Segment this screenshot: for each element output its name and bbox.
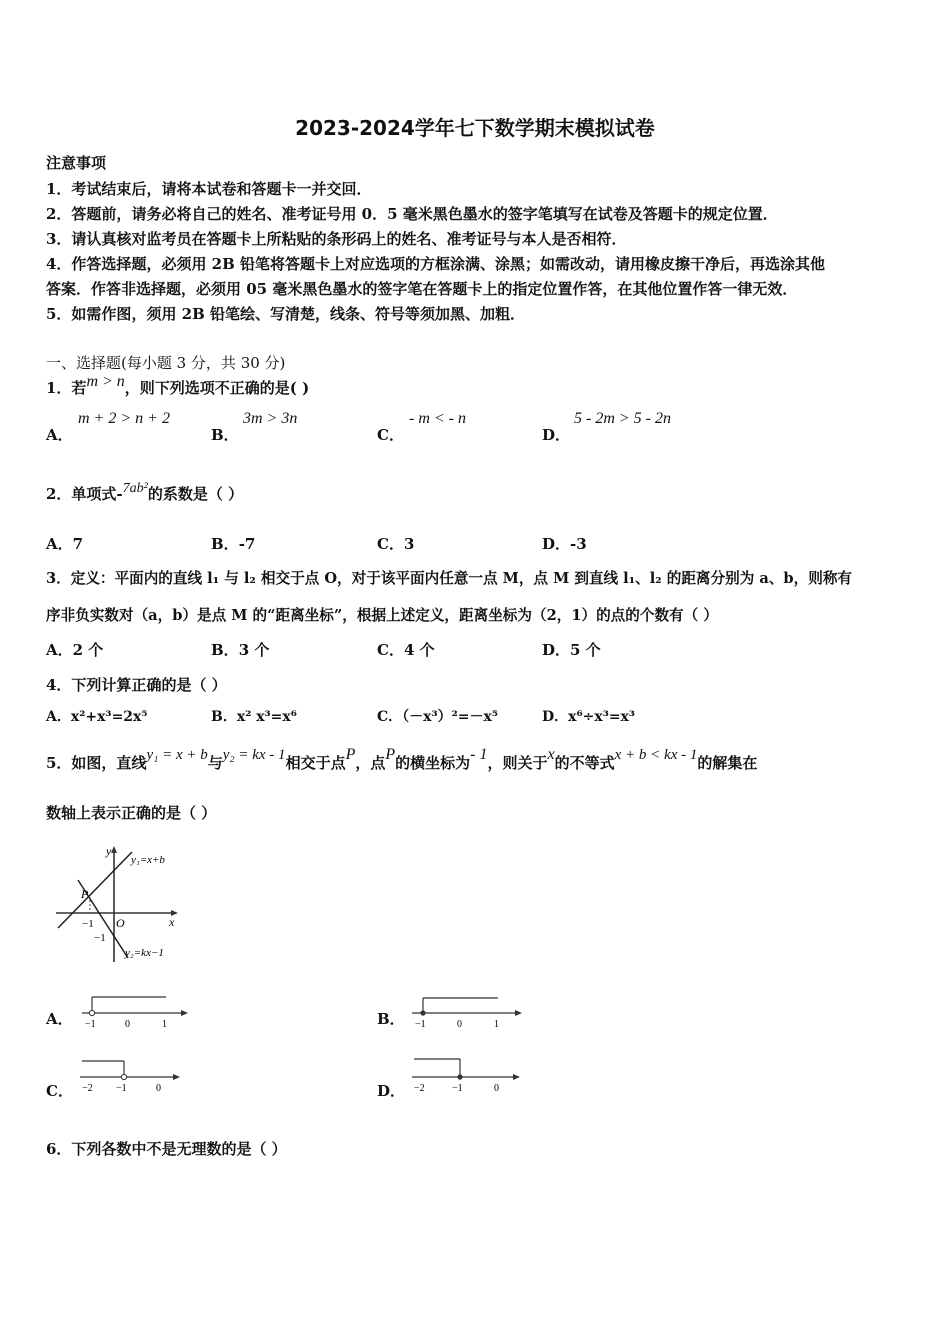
option-text: x²+x³=2x⁵: [70, 709, 148, 725]
number-line-arrow-icon: [513, 1074, 520, 1080]
q1-condition: m > n: [86, 373, 125, 390]
q1-option-c: [377, 424, 404, 445]
tick-label: −1: [415, 1019, 426, 1030]
option-text: 5 个: [570, 641, 601, 659]
option-text: 3: [403, 535, 415, 553]
q5-text: ，则关于: [487, 754, 548, 772]
option-text: 2 个: [72, 641, 104, 659]
q5-option-a-numberline: [80, 993, 190, 1031]
notice-item: 5．如需作图，须用 2B 铅笔绘、写清楚，线条、符号等须加黑、加粗．: [46, 305, 525, 323]
closed-point: [457, 1074, 462, 1079]
q5-text: 5．如图，直线: [46, 754, 147, 772]
option-text: （－x³）²=－x⁵: [402, 709, 498, 725]
q1-option-c-expr: - m < - n: [409, 410, 467, 427]
option-text: 7: [72, 535, 84, 553]
tick-label: 1: [162, 1019, 167, 1030]
q1-option-d-expr: 5 - 2m > 5 - 2n: [574, 410, 672, 427]
option-label: C．: [377, 709, 403, 725]
q5-option-a-label: A．: [46, 1010, 73, 1028]
option-text: x² x³=x⁶: [236, 709, 297, 725]
option-label: D．: [542, 426, 571, 444]
q5-option-b-numberline: [410, 993, 525, 1031]
q3-option-a: [46, 639, 103, 660]
question-1: [46, 373, 310, 398]
q3-line-1: 3．定义：平面内的直线 l₁ 与 l₂ 相交于点 O，对于该平面内任意一点 M，点 M 到直线 l₁、l₂ 的距离分别为 a、b，则称有: [46, 570, 853, 587]
q3-line-2: 序非负实数对（a，b）是点 M 的“距离坐标”，根据上述定义，距离坐标为（2，1）的点的个数有（ ）: [46, 607, 718, 624]
option-label: A．: [46, 426, 73, 444]
q4-option-d: [542, 706, 635, 726]
q2-stem-a: 2．单项式-: [46, 485, 123, 503]
option-label: C．: [377, 641, 404, 659]
notice-item: 答案．作答非选择题，必须用 05 毫米黑色墨水的签字笔在答题卡上的指定位置作答，在其他位置作答一律无效．: [46, 280, 798, 298]
q1-option-d: [542, 424, 570, 445]
neg1-x-label: −1: [82, 918, 94, 930]
number-line-arrow-icon: [181, 1010, 188, 1016]
notice-item: 4．作答选择题，必须用 2B 铅笔将答题卡上对应选项的方框涂满、涂黑；如需改动，请用橡皮擦干净后，再选涂其他: [46, 255, 826, 273]
y-axis-arrow-icon: [111, 846, 117, 853]
option-label: A．: [46, 641, 73, 659]
line-y2-label: y₂=kx−1: [125, 947, 164, 959]
option-label: A．: [46, 535, 73, 553]
notice-item: 1．考试结束后，请将本试卷和答题卡一并交回．: [46, 180, 372, 198]
option-label: B．: [211, 641, 239, 659]
q5-text: 的横坐标为: [395, 754, 471, 772]
q5-expr-p: P: [345, 746, 356, 763]
q5-expr-inequality: x + b < kx - 1: [614, 747, 698, 763]
q4-option-b: [211, 706, 297, 726]
option-text: -7: [238, 535, 256, 553]
q5-line-2: 数轴上表示正确的是（ ）: [46, 804, 217, 822]
q5-option-c-numberline: [78, 1055, 188, 1093]
open-point: [89, 1010, 94, 1015]
q3-option-d: [542, 639, 601, 660]
q5-expr-x: x: [547, 746, 555, 763]
option-text: 4 个: [403, 641, 435, 659]
q2-option-a: [46, 533, 83, 554]
tick-label: 0: [125, 1019, 130, 1030]
q1-stem-b: ，则下列选项不正确的是( ): [124, 379, 310, 397]
line-y1-label: y₁=x+b: [131, 854, 165, 866]
option-label: D．: [542, 709, 569, 725]
q5-text: ，点: [355, 754, 386, 772]
q2-expression: 7ab²: [122, 481, 148, 496]
q2-stem-b: 的系数是（ ）: [147, 485, 244, 503]
q1-option-b-expr: 3m > 3n: [243, 410, 298, 427]
q2-option-c: [377, 533, 414, 554]
question-5: [46, 746, 758, 773]
notice-item: 3．请认真核对监考员在答题卡上所粘贴的条形码上的姓名、准考证号与本人是否相符．: [46, 230, 627, 248]
q5-expr-p: P: [385, 746, 396, 763]
q1-option-b: [211, 424, 239, 445]
q5-text: 的解集在: [697, 754, 758, 772]
q3-option-c: [377, 639, 435, 660]
tick-label: 0: [156, 1083, 161, 1093]
q5-option-d-label: D．: [377, 1082, 406, 1100]
tick-label: 0: [457, 1019, 462, 1030]
neg1-y-label: −1: [94, 932, 106, 944]
q5-graph: [52, 842, 192, 966]
q6-stem: 6．下列各数中不是无理数的是（ ）: [46, 1140, 287, 1158]
tick-label: −2: [414, 1083, 425, 1093]
tick-label: 1: [494, 1019, 499, 1030]
q5-text: 的不等式: [554, 754, 615, 772]
number-line-arrow-icon: [173, 1074, 180, 1080]
option-label: B．: [211, 709, 237, 725]
q4-stem: 4．下列计算正确的是（ ）: [46, 676, 227, 694]
option-label: B．: [211, 535, 239, 553]
q5-text: 相交于点: [285, 754, 346, 772]
x-axis-label: x: [169, 915, 175, 929]
q1-option-a-expr: m + 2 > n + 2: [78, 410, 170, 427]
q3-option-b: [211, 639, 269, 660]
q4-option-a: [46, 706, 148, 726]
option-label: D．: [542, 535, 571, 553]
tick-label: −1: [452, 1083, 463, 1093]
tick-label: 0: [494, 1083, 499, 1093]
option-text: -3: [570, 535, 587, 553]
section-heading: 一、选择题(每小题 3 分，共 30 分): [46, 354, 286, 372]
tick-label: −1: [85, 1019, 96, 1030]
option-label: B．: [211, 426, 239, 444]
q5-expr-line1: y₁ = x + b: [146, 747, 208, 763]
q5-option-c-label: C．: [46, 1082, 73, 1100]
q1-stem-a: 1．若: [46, 379, 87, 397]
option-text: x⁶÷x³=x³: [568, 709, 636, 725]
q5-option-d-numberline: [410, 1053, 525, 1093]
q5-option-b-label: B．: [377, 1010, 405, 1028]
number-line-arrow-icon: [515, 1010, 522, 1016]
notice-heading: 注意事项: [46, 154, 107, 172]
origin-label: O: [116, 916, 125, 930]
q4-option-c: [377, 706, 498, 726]
option-label: A．: [46, 709, 71, 725]
option-label: D．: [542, 641, 571, 659]
y-axis-label: y: [106, 844, 112, 858]
option-label: C．: [377, 535, 404, 553]
question-2: [46, 483, 243, 504]
option-label: C．: [377, 426, 404, 444]
open-point: [121, 1074, 126, 1079]
option-text: 3 个: [238, 641, 270, 659]
q5-expr-line2: y₂ = kx - 1: [222, 747, 286, 763]
q1-option-a: [46, 424, 73, 445]
tick-label: −1: [116, 1083, 127, 1093]
q5-text: 与: [207, 754, 223, 772]
q5-expr-neg1: - 1: [470, 746, 488, 763]
tick-label: −2: [82, 1083, 93, 1093]
page-title: 2023-2024学年七下数学期末模拟试卷: [295, 116, 655, 140]
notice-item: 2．答题前，请务必将自己的姓名、准考证号用 0．5 毫米黑色墨水的签字笔填写在试卷及答题卡的规定位置．: [46, 205, 778, 223]
point-p-label: P: [81, 887, 89, 901]
q2-option-b: [211, 533, 255, 554]
q2-option-d: [542, 533, 587, 554]
closed-point: [420, 1010, 425, 1015]
